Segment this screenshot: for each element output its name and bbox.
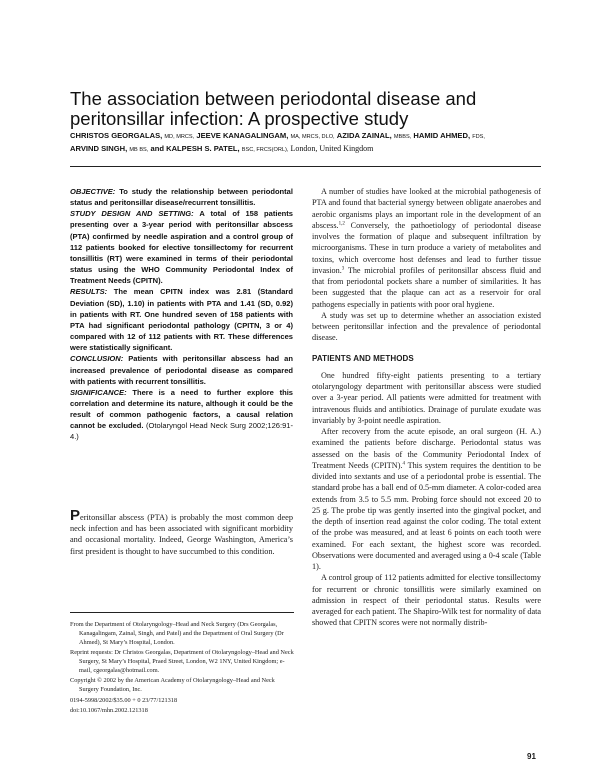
body-paragraph: One hundred fifty-eight patients presenting to a tertiary otolaryngology department with peritonsillar abscess were studied over a 3-year period. All patients were admitted for treatment with intravenous fluids and antibiotics. Drainage of purulate exudate was invariably by 3-point needle aspiration. [312,370,541,425]
author-list [70,130,540,156]
author-degrees: MD, MRCS, [164,134,195,140]
footnote-issn: 0194-5998/2002/$35.00 + 0 23/77/121318 [70,696,178,704]
author-location: London, United Kingdom [290,144,374,153]
body-paragraph: A control group of 112 patients admitted for elective tonsillectomy for recurrent or chronic tonsillitis were similarly examined on admission in respect of their periodontal status. Results were averaged for each patient. The Shapiro-Wilk test for normality of data showed that CPITN scores were not normally distrib- [312,573,541,628]
author-degrees: MA, MRCS, DLO, [290,134,335,140]
abstract-design: STUDY DESIGN AND SETTING: A total of 158 patients presenting over a 3-year period with peritonsillar abscess (PTA) confirmed by needle aspiration and a control group of 112 patients booked for elective tonsillectomy for recurrent tonsillitis (RT) were examined in terms of their periodontal status using the WHO Community Periodontal Index of Treatment Needs (CPITN). [70,209,293,286]
author-name: AZIDA ZAINAL, [336,131,392,140]
footnote-copyright: Copyright © 2002 by the American Academy of Otolaryngology–Head and Neck Surgery Foundation, Inc. [70,677,275,694]
footnote-affiliation: From the Department of Otolaryngology–Head and Neck Surgery (Drs Georgalas, Kanagalingam, Zainal, Singh, and Patel) and the Department of Oral Surgery (Dr Ahmed), St Mary’s Hospital, London. [70,621,284,646]
page-number: 91 [527,752,536,761]
citation: (Otolaryngol Head Neck Surg 2002;126:91-4.) [70,421,293,442]
section-heading: PATIENTS AND METHODS [312,353,414,363]
abstract-significance: SIGNIFICANCE: There is a need to further explore this correlation and determine its nature, although it could be the result of common pathogenic factors, a causal relation cannot be excluded. (Otolaryngol Head Neck Surg 2002;126:91-4.) [70,387,293,442]
abstract-objective: OBJECTIVE: To study the relationship between periodontal status and peritonsillar disease/recurrent tonsillitis. [70,187,293,208]
footnotes [70,621,294,718]
header-rule [70,166,541,167]
footnote-rule [70,612,294,613]
abstract [70,186,293,443]
body-paragraph: After recovery from the acute episode, an oral surgeon (H. A.) examined the patients before discharge. Periodontal status was assessed on the basis of the Community Periodontal Index of Treatment Needs (CPITN).$^4$ This system requires the dentition to be divided into sextants and use of a periodontal probe is essential. The standard probe has a ball end of 0.5-mm diameter. A color-coded area extends from 3.5 to 5.5 mm. Probing force should not exceed 20 to 25 g. The probe tip was gently inserted into the gingival pocket, and the depth of insertion read against the color coding. The total extent of the probe was measured, and at least 6 points on each tooth were examined. For each sextant, the highest score was recorded. Observations were documented and averaged using a 0-4 scale (Table 1). [312,427,541,571]
body-paragraph: A number of studies have looked at the microbial pathogenesis of PTA and found that bacterial synergy between obligate anaerobes and aerobic organisms plays an important role in the development of an abscess.$^{1,2}$ Conversely, the pathoetiology of periodontal disease involves the formation of plaque and subsequent infiltration by microorganisms. These in turn produce a variety of metabolites and toxins, which overcome host defenses and lead to further tissue invasion.$^3$ The microbial profiles of peritonsillar abscess fluid and that from periodontal pockets share a number of similarities. It has been suggested that the plaque can act as a reservoir for oral pathogens especially in patients with poor oral hygiene. [312,187,541,309]
body-paragraph: A study was set up to determine whether an association existed between peritonsillar infection and the prevalence of periodontal disease. [312,310,541,343]
right-column [312,186,541,629]
abstract-conclusion: CONCLUSION: Patients with peritonsillar abscess had an increased prevalence of periodontal disease as compared with patients with recurrent tonsillitis. [70,354,293,386]
author-name: ARVIND SINGH, [70,144,128,153]
author-degrees: FDS, [472,134,485,140]
author-degrees: MB BS, [129,147,149,153]
author-name: CHRISTOS GEORGALAS, [70,131,163,140]
footnote-doi: doi:10.1067/mhn.2002.121318 [70,707,148,715]
article-title: The association between periodontal disease and peritonsillar infection: A prospective study [70,88,477,129]
intro-paragraph: Peritonsillar abscess (PTA) is probably the most common deep neck infection and has been associated with significant morbidity and occasional mortality. Indeed, George Washington, America’s first president is thought to have succumbed to this condition. [70,507,293,556]
author-name: JEEVE KANAGALINGAM, [196,131,289,140]
author-degrees: BSC, FRCS(ORL), [241,147,289,153]
author-name: and KALPESH S. PATEL, [150,144,240,153]
author-degrees: MBBS, [393,134,412,140]
author-name: HAMID AHMED, [413,131,471,140]
abstract-results: RESULTS: The mean CPITN index was 2.81 (Standard Deviation (SD), 1.10) in patients with PTA and 1.41 (SD, 0.92) in patients with RT. One hundred seven of 158 patients with PTA had significant periodontal pathology (CPITN, 3 or 4) compared with 12 of 112 patients with RT. These differences were statistically significant. [70,287,293,353]
drop-cap: P [70,507,81,524]
footnote-reprints: Reprint requests: Dr Christos Georgalas, Department of Otolaryngology–Head and Neck Surgery, St Mary’s Hospital, Praed Street, London, W2 1NY, United Kingdom; e-mail, cgeorgalas@hotmail.com. [70,649,294,675]
